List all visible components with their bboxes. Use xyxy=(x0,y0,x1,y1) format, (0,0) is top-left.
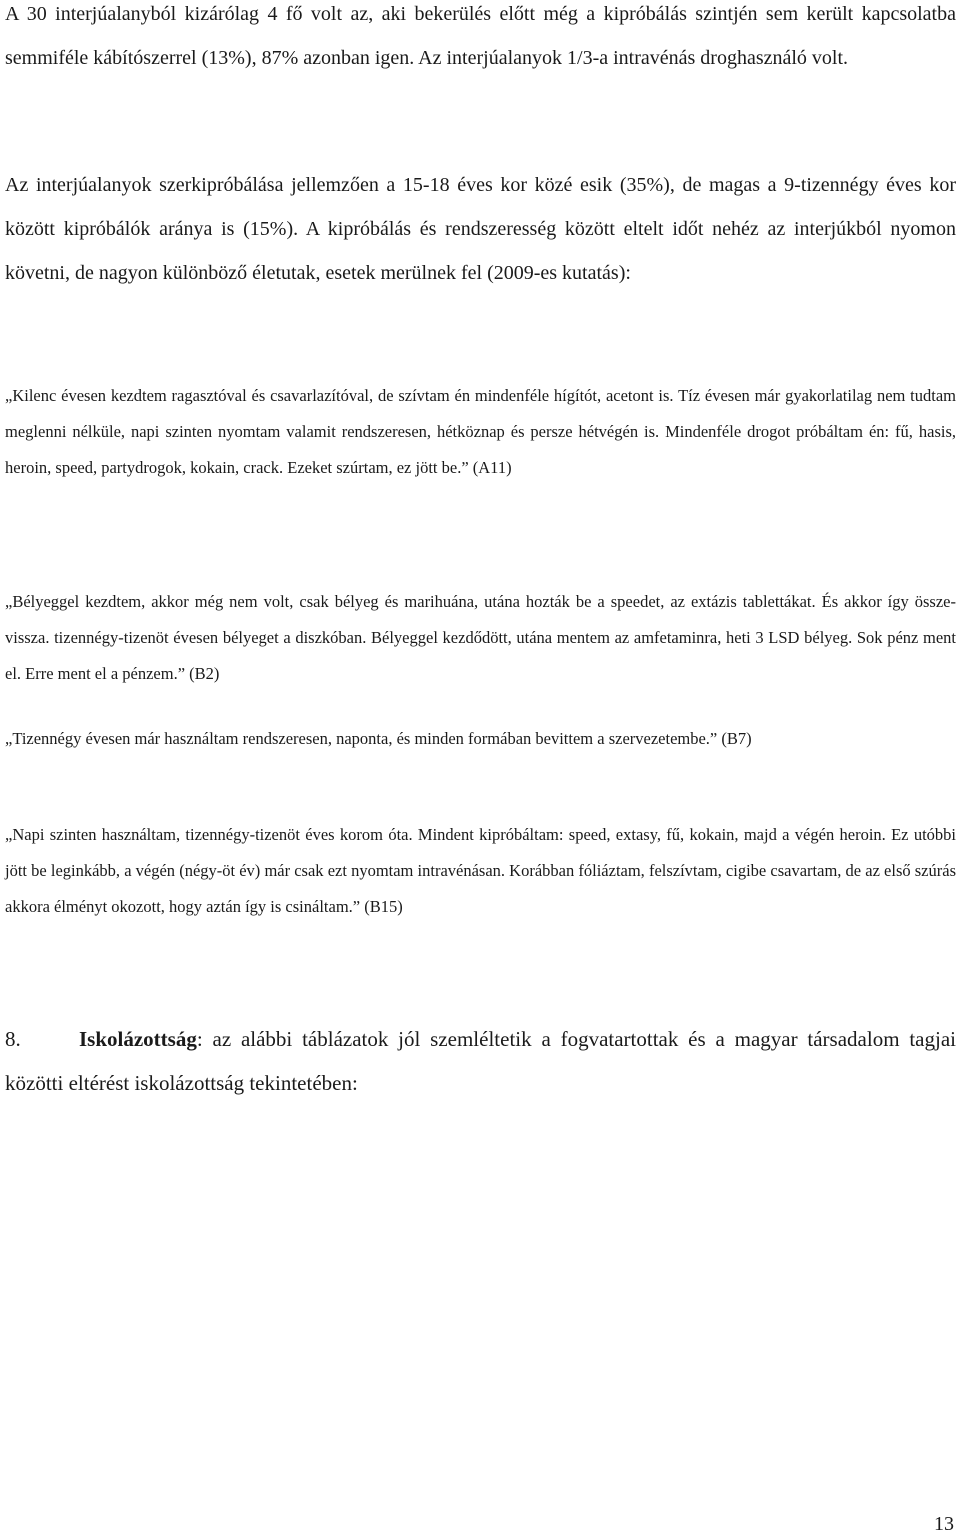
paragraph-drug-use-summary: A 30 interjúalanyból kizárólag 4 fő volt az, aki bekerülés előtt még a kipróbálás szintjén sem került kapcsolatba semmiféle kábítószerrel (13%), 87% azonban igen. Az interjúalanyok 1/3-a intravénás droghasználó volt. xyxy=(5,3,956,69)
interview-quote-b2: „Bélyeggel kezdtem, akkor még nem volt, csak bélyeg és marihuána, utána hozták be a speedet, az extázis tablettákat. És akkor így össze-vissza. tizennégy-tizenöt évesen bélyeget a diszkóban. Bélyeggel kezdődött, utána mentem az amfetaminra, heti 3 LSD bélyeg. Sok pénz ment el. Erre ment el a pénzem.” (B2) xyxy=(5,592,956,683)
section-text: : az alábbi táblázatok jól szemléltetik a fogvatartottak és a magyar társadalom tagjai közötti eltérést iskolázottság tekintetében: xyxy=(5,1027,956,1095)
paragraph-first-use-age: Az interjúalanyok szerkipróbálása jellemzően a 15-18 éves kor közé esik (35%), de magas a 9-tizennégy éves kor között kipróbálók aránya is (15%). A kipróbálás és rendszeresség között eltelt időt nehéz az interjúkból nyomon követni, de nagyon különböző életutak, esetek merülnek fel (2009-es kutatás): xyxy=(5,174,956,284)
page-number: 13 xyxy=(934,1513,954,1535)
section-heading-education xyxy=(5,1017,956,1105)
interview-quote-b15: „Napi szinten használtam, tizennégy-tizenöt éves korom óta. Mindent kipróbáltam: speed, extasy, fű, kokain, majd a végén heroin. Ez utóbbi jött be leginkább, a végén (négy-öt év) már csak ezt nyomtam intravénásan. Korábban fóliáztam, felszívtam, cigibe csavartam, de az első szúrás akkora élményt okozott, hogy aztán így is csináltam.” (B15) xyxy=(5,825,956,916)
section-keyword: Iskolázottság xyxy=(79,1027,197,1051)
interview-quote-b7: „Tizennégy évesen már használtam rendszeresen, naponta, és minden formában bevittem a szervezetembe.” (B7) xyxy=(5,729,752,748)
section-number: 8. xyxy=(5,1027,21,1051)
interview-quote-a11: „Kilenc évesen kezdtem ragasztóval és csavarlazítóval, de szívtam én mindenféle hígítót, acetont is. Tíz évesen már gyakorlatilag nem tudtam meglenni nélküle, napi szinten nyomtam valamit rendszeresen, hétköznap és persze hétvégén is. Mindenféle drogot próbáltam én: fű, hasis, heroin, speed, partydrogok, kokain, crack. Ezeket szúrtam, ez jött be.” (A11) xyxy=(5,386,956,477)
